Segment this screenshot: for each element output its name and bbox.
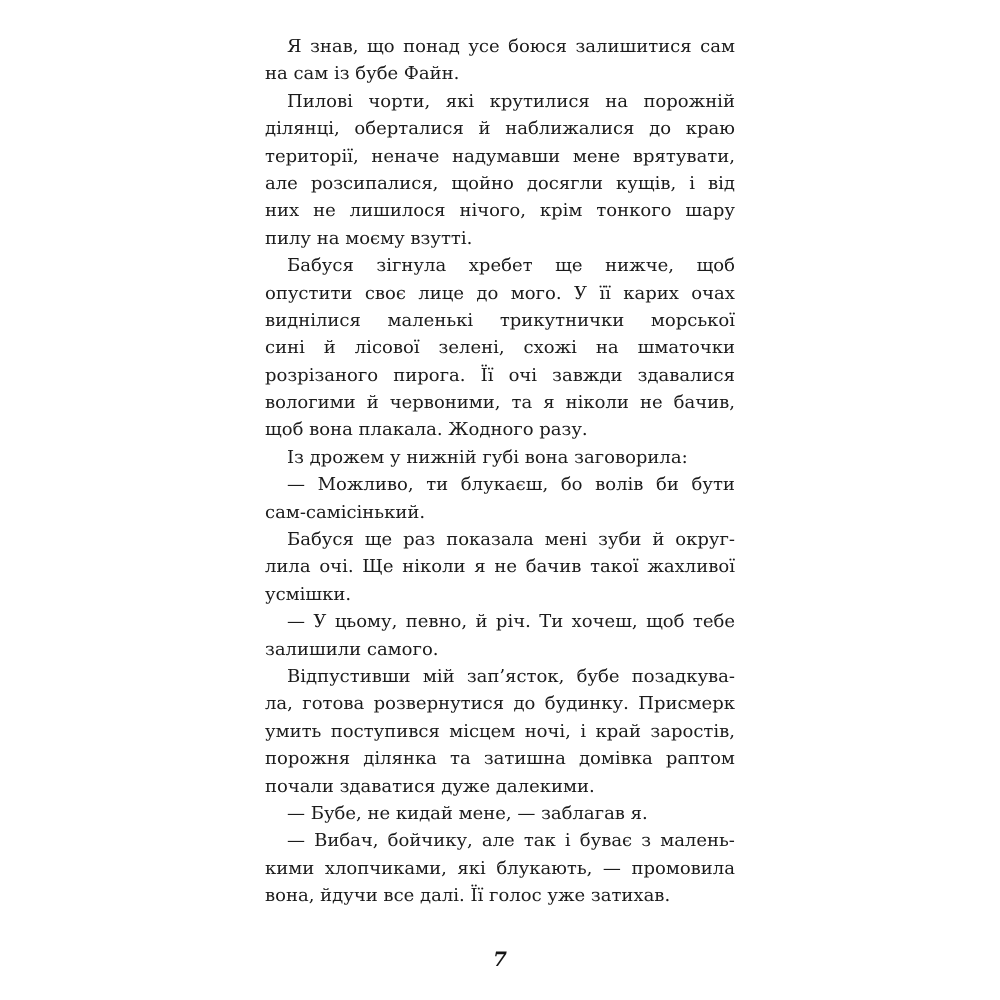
text-line: — Бубе, не кидай мене, — заблагав я. <box>287 802 648 824</box>
text-line: ділянці, оберталися й наближалися до краю <box>265 118 735 140</box>
text-line: ла, готова розвернутися до будинку. Присмерк <box>265 693 735 715</box>
text-line: залишили самого. <box>265 638 439 660</box>
text-line: них не лишилося нічого, крім тонкого шару <box>265 200 735 222</box>
text-line: Пилові чорти, які крутилися на порожній <box>287 90 735 112</box>
text-line: почали здаватися дуже далекими. <box>265 775 595 797</box>
text-line: сам-самісінький. <box>265 501 426 523</box>
text-line: опустити своє лице до мого. У її карих очах <box>265 282 735 304</box>
text-line: порожня ділянка та затишна домівка раптом <box>265 748 735 770</box>
text-line: розрізаного пирога. Її очі завжди здавалися <box>265 364 735 386</box>
text-line: сині й лісової зелені, схожі на шматочки <box>265 337 735 359</box>
text-line: вологими й червоними, та я ніколи не бачив, <box>265 392 735 414</box>
text-line: — Вибач, бойчику, але так і буває з малень- <box>287 830 735 852</box>
text-line: Із дрожем у нижній губі вона заговорила: <box>287 446 688 468</box>
text-line: лила очі. Ще ніколи я не бачив такої жахливої <box>265 556 735 578</box>
text-line: на сам із бубе Файн. <box>265 63 460 85</box>
text-line: щоб вона плакала. Жодного разу. <box>265 419 588 441</box>
text-line: — У цьому, певно, й річ. Ти хочеш, щоб тебе <box>287 611 735 633</box>
text-line: території, неначе надумавши мене врятувати, <box>265 145 735 167</box>
text-line: Я знав, що понад усе боюся залишитися сам <box>287 36 735 57</box>
text-line: умить поступився місцем ночі, і край заростів, <box>265 720 735 742</box>
text-line: усмішки. <box>265 583 352 605</box>
page-number: 7 <box>493 947 507 971</box>
text-line: але розсипалися, щойно досягли кущів, і від <box>265 172 735 194</box>
text-line: вона, йдучи все далі. Її голос уже затихав. <box>265 885 671 907</box>
text-line: пилу на моєму взутті. <box>265 227 473 249</box>
text-line: — Можливо, ти блукаєш, бо волів би бути <box>287 474 735 496</box>
text-line: Бабуся ще раз показала мені зуби й округ- <box>287 529 735 551</box>
text-line: Відпустивши мій зап’ясток, бубе позадкува- <box>287 665 735 687</box>
text-line: Бабуся зігнула хребет ще нижче, щоб <box>287 255 735 277</box>
text-line: кими хлопчиками, які блукають, — промовила <box>265 857 735 879</box>
text-line: виднілися маленькі трикутнички морської <box>265 309 735 331</box>
page-text <box>265 33 735 910</box>
